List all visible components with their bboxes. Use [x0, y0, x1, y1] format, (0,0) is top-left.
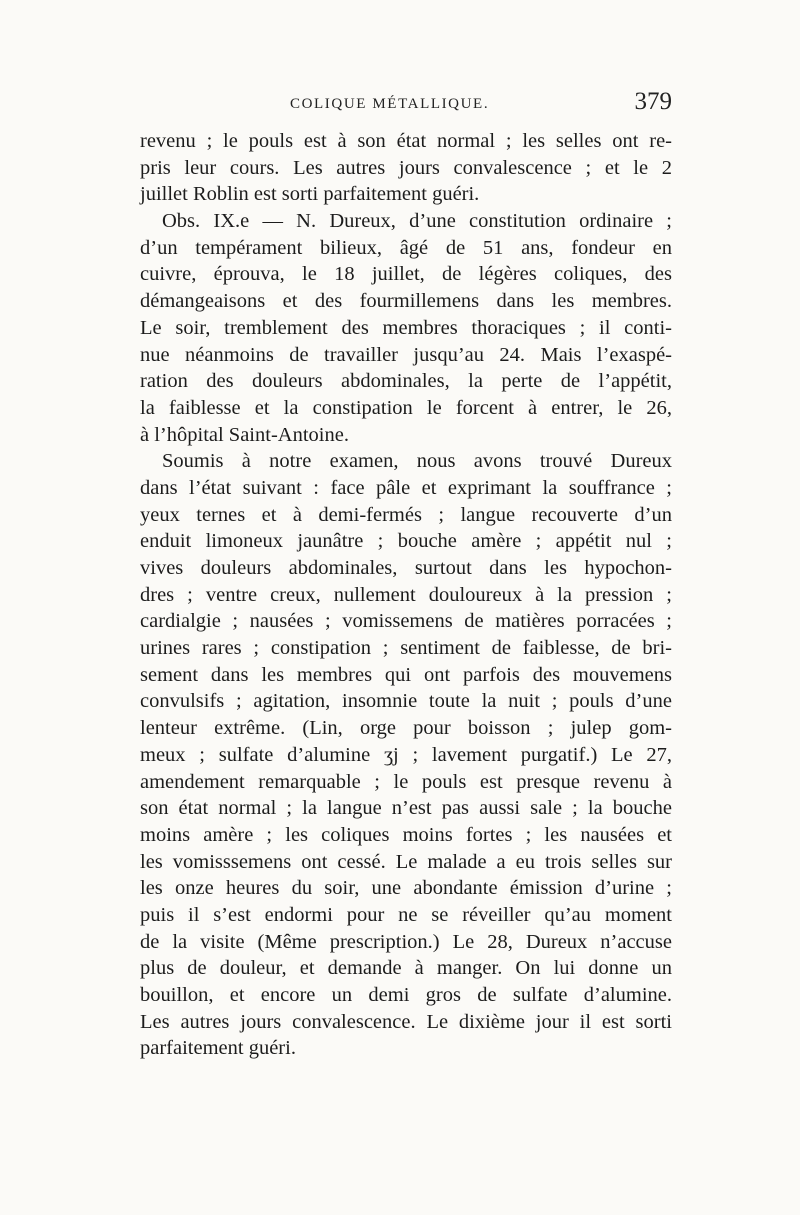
text-line: nue néanmoins de travailler jusqu’au 24. Mais l’exaspé- — [140, 343, 672, 366]
text-line: à l’hôpital Saint-Antoine. — [140, 423, 349, 446]
text-line: de la visite (Même prescription.) Le 28, Dureux n’accuse — [140, 930, 672, 953]
text-line: yeux ternes et à demi-fermés ; langue recouverte d’un — [140, 503, 672, 526]
text-line: vives douleurs abdominales, surtout dans les hypochon- — [140, 557, 672, 579]
text-line: son état normal ; la langue n’est pas aussi sale ; la bouche — [140, 797, 672, 820]
text-line: démangeaisons et des fourmillemens dans les membres. — [140, 290, 672, 313]
text-line: puis il s’est endormi pour ne se réveiller qu’au moment — [140, 903, 672, 926]
text-line: les vomisssemens ont cessé. Le malade a eu trois selles sur — [140, 850, 672, 873]
text-line: Le soir, tremblement des membres thoraciques ; il conti- — [140, 316, 672, 339]
text-line: amendement remarquable ; le pouls est presque revenu à — [140, 770, 672, 793]
text-line: cardialgie ; nausées ; vomissemens de matières porracées ; — [140, 610, 672, 633]
text-line: ration des douleurs abdominales, la perte de l’appétit, — [140, 370, 672, 393]
text-line: les onze heures du soir, une abondante émission d’urine ; — [140, 877, 672, 900]
text-line: lenteur extrême. (Lin, orge pour boisson ; julep gom- — [140, 717, 672, 740]
text-line: moins amère ; les coliques moins fortes ; les nausées et — [140, 823, 672, 846]
text-line: urines rares ; constipation ; sentiment de faiblesse, de bri- — [140, 637, 672, 660]
text-line: Les autres jours convalescence. Le dixième jour il est sorti — [140, 1010, 672, 1033]
text-line: juillet Roblin est sorti parfaitement guéri. — [140, 183, 480, 206]
running-head: COLIQUE MÉTALLIQUE. — [290, 96, 490, 112]
body-text — [140, 128, 672, 1062]
text-line: d’un tempérament bilieux, âgé de 51 ans, fondeur en — [140, 236, 672, 259]
text-line: pris leur cours. Les autres jours convalescence ; et le 2 — [140, 156, 672, 179]
text-line: bouillon, et encore un demi gros de sulfate d’alumine. — [140, 984, 672, 1006]
text-line: convulsifs ; agitation, insomnie toute la nuit ; pouls d’une — [140, 690, 672, 713]
text-line: parfaitement guéri. — [140, 1037, 296, 1060]
text-line: Soumis à notre examen, nous avons trouvé Dureux — [162, 450, 672, 473]
page-header — [140, 88, 672, 122]
observation-heading-line: Obs. IX.e — N. Dureux, d’une constitution ordinaire ; — [162, 210, 672, 233]
text-line: la faiblesse et la constipation le forcent à entrer, le 26, — [140, 396, 672, 419]
page-number: 379 — [634, 88, 672, 115]
text-line: plus de douleur, et demande à manger. On lui donne un — [140, 957, 672, 980]
text-line: cuivre, éprouva, le 18 juillet, de légères coliques, des — [140, 263, 672, 286]
text-line: enduit limoneux jaunâtre ; bouche amère ; appétit nul ; — [140, 530, 672, 553]
text-line: dans l’état suivant : face pâle et exprimant la souffrance ; — [140, 476, 672, 499]
text-line: meux ; sulfate d’alumine ʒj ; lavement purgatif.) Le 27, — [140, 743, 672, 766]
text-line: dres ; ventre creux, nullement douloureux à la pression ; — [140, 583, 672, 606]
text-line: sement dans les membres qui ont parfois des mouvemens — [140, 663, 672, 686]
text-line: revenu ; le pouls est à son état normal ; les selles ont re- — [140, 130, 672, 152]
